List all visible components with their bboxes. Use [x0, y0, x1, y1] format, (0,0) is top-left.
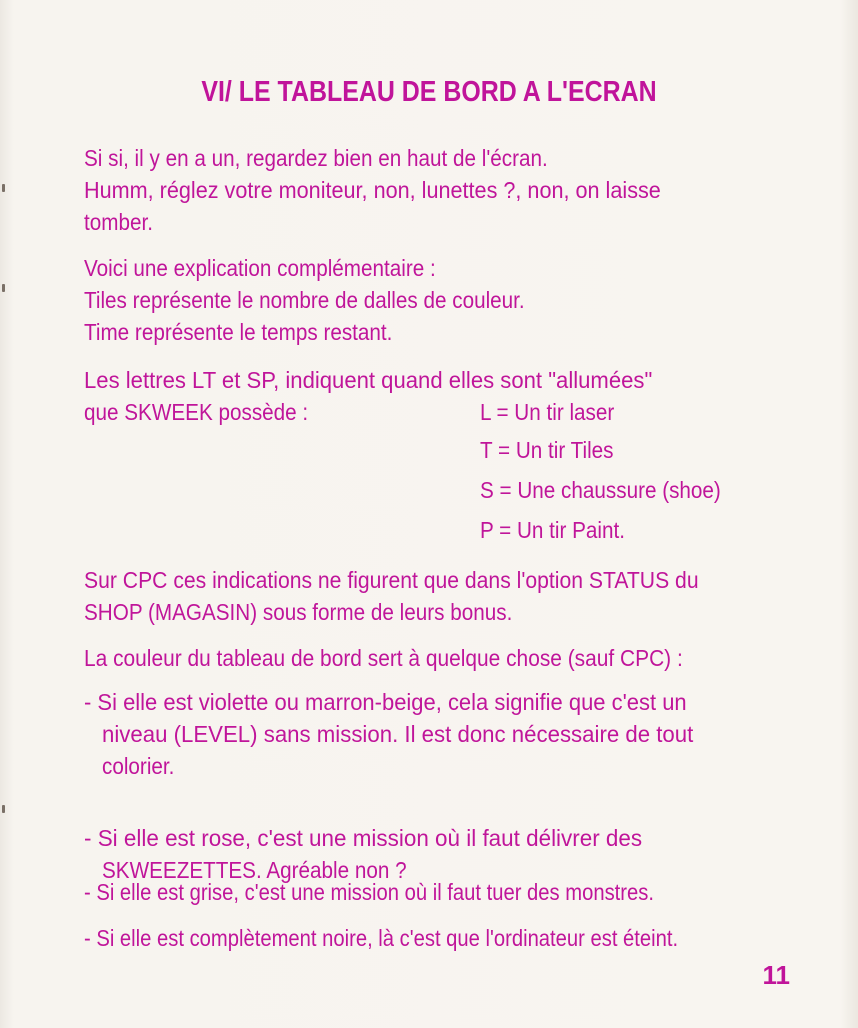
bullet-grise [84, 876, 794, 908]
text-line: SHOP (MAGASIN) sous forme de leurs bonus. [84, 599, 513, 625]
text-line: Sur CPC ces indications ne figurent que dans l'option STATUS du [84, 567, 699, 593]
letter-item [480, 396, 633, 428]
paragraph-intro [84, 142, 794, 238]
binding-mark [2, 184, 5, 192]
paragraph-letters [84, 364, 794, 428]
bullet-noire [84, 922, 794, 954]
text-line: Time représente le temps restant. [84, 319, 393, 345]
text-line: niveau (LEVEL) sans mission. Il est donc nécessaire de tout [102, 721, 694, 747]
text-line: tomber. [84, 209, 153, 235]
binding-mark [2, 805, 5, 813]
binding-mark [2, 284, 5, 292]
text-line: - Si elle est grise, c'est une mission où il faut tuer des monstres. [84, 879, 654, 905]
text-line: SKWEEZETTES. Agréable non ? [102, 857, 407, 883]
text-line: - Si elle est rose, c'est une mission où il faut délivrer des [84, 825, 643, 851]
letter-item [480, 514, 645, 546]
text-line: - Si elle est complètement noire, là c'est que l'ordinateur est éteint. [84, 925, 679, 951]
text-line: que SKWEEK possède : [84, 399, 309, 425]
letter-item [480, 474, 754, 506]
text-line: Voici une explication complémentaire : [84, 255, 436, 281]
letter-item-text: L = Un tir laser [480, 399, 615, 425]
paragraph-explanation [84, 252, 794, 348]
letter-item-text: P = Un tir Paint. [480, 517, 626, 543]
letter-item [480, 434, 632, 466]
page-title: VI/ LE TABLEAU DE BORD A L'ECRAN [201, 76, 657, 108]
text-line: Si si, il y en a un, regardez bien en haut de l'écran. [84, 145, 548, 171]
text-line: Tiles représente le nombre de dalles de couleur. [84, 287, 525, 313]
text-line: Les lettres LT et SP, indiquent quand elles sont "allumées" [84, 367, 653, 393]
paragraph-cpc [84, 564, 794, 628]
paragraph-color [84, 642, 794, 674]
bullet-violet [84, 686, 794, 782]
text-line: - Si elle est violette ou marron-beige, cela signifie que c'est un [84, 689, 687, 715]
text-line: Humm, réglez votre moniteur, non, lunettes ?, non, on laisse [84, 177, 661, 203]
letter-item-text: S = Une chaussure (shoe) [480, 477, 721, 503]
text-line: La couleur du tableau de bord sert à quelque chose (sauf CPC) : [84, 645, 683, 671]
text-line: colorier. [102, 753, 175, 779]
page-number: 11 [762, 960, 790, 990]
letter-item-text: T = Un tir Tiles [480, 437, 614, 463]
